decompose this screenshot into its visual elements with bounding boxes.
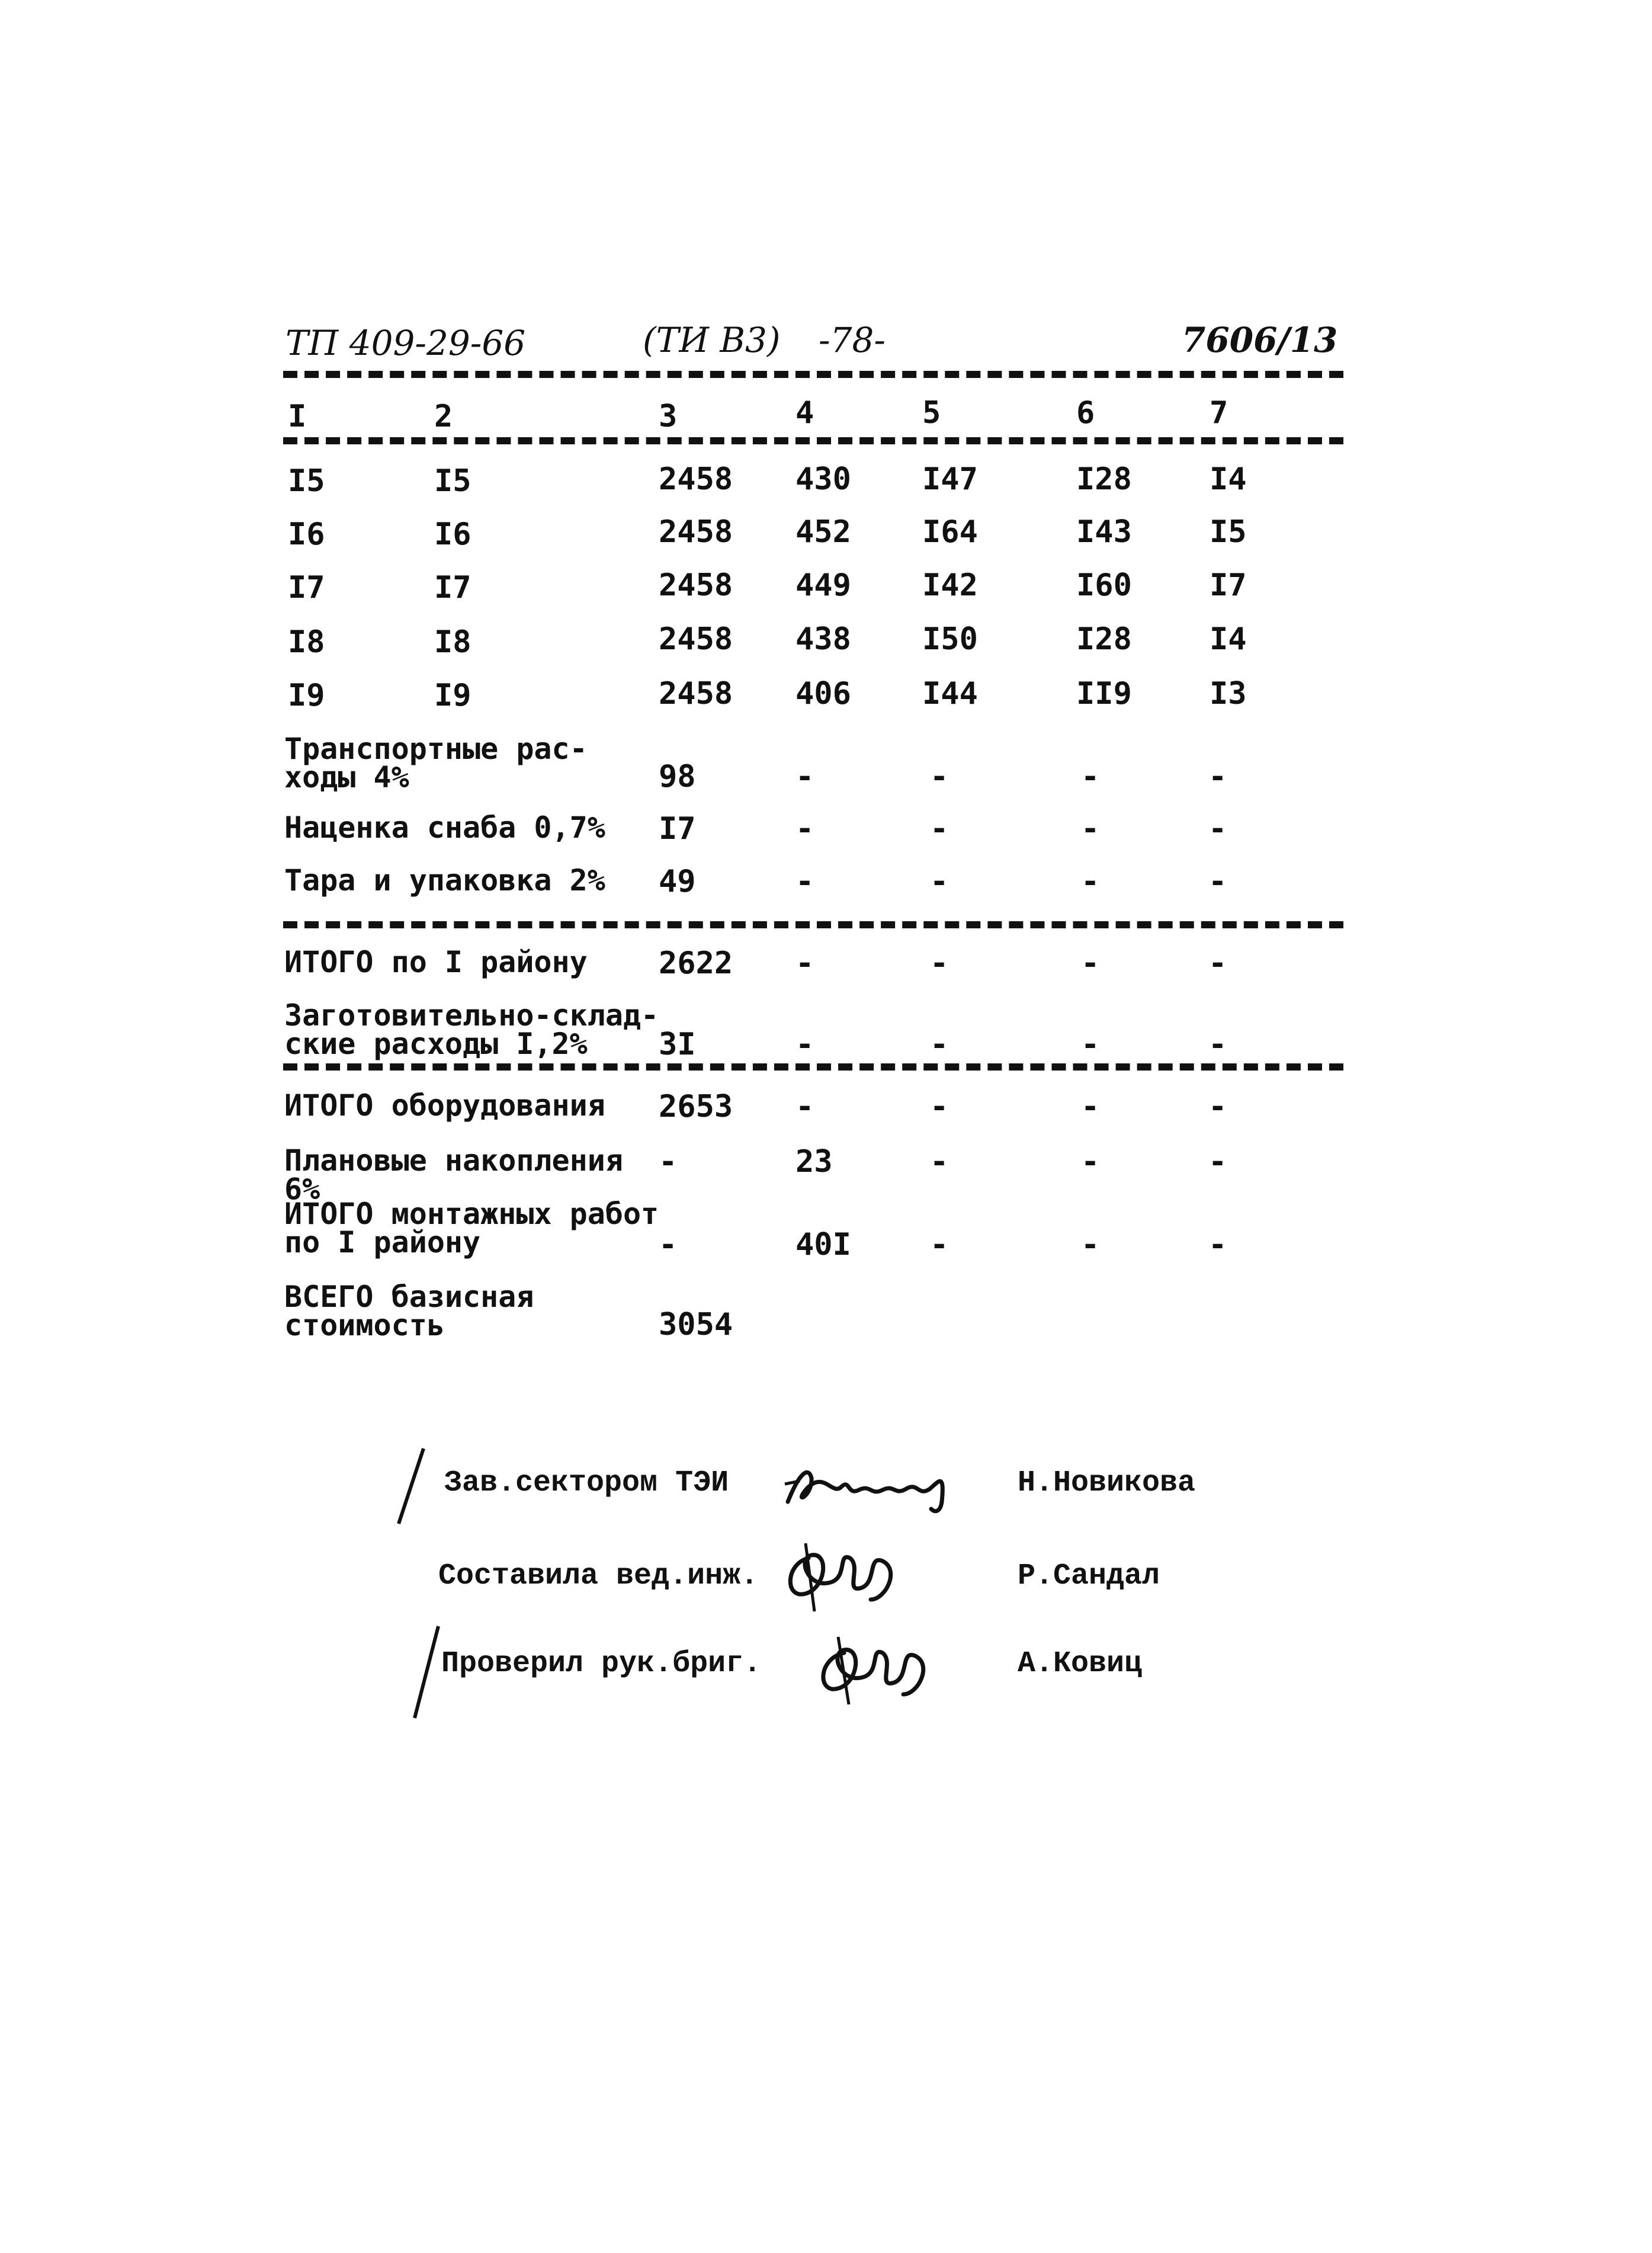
table-cell: I5 bbox=[288, 463, 325, 499]
handwritten-signature-3 bbox=[803, 1626, 951, 1709]
project-code: ТП 409-29-66 bbox=[286, 323, 526, 363]
summary-value: - bbox=[795, 864, 814, 899]
summary-value: 98 bbox=[659, 759, 696, 794]
table-cell: I28 bbox=[1076, 621, 1132, 657]
summary-value: - bbox=[1081, 1027, 1100, 1062]
table-cell: I9 bbox=[434, 678, 471, 713]
summary-label: ИТОГО оборудования bbox=[284, 1088, 605, 1123]
header-divider bbox=[283, 371, 1343, 378]
signature-role: Составила вед.инж. bbox=[438, 1559, 759, 1593]
margin-slash-mark bbox=[394, 1446, 429, 1528]
table-cell: I47 bbox=[922, 462, 978, 497]
summary-label: ИТОГО монтажных работ по I району bbox=[284, 1197, 659, 1259]
summary-value: 2622 bbox=[659, 946, 733, 981]
summary-label: Тара и упаковка 2% bbox=[284, 863, 605, 898]
summary-value: - bbox=[1208, 811, 1227, 847]
summary-value: - bbox=[659, 1227, 678, 1262]
summary-value: 49 bbox=[659, 864, 696, 899]
column-header: 7 bbox=[1210, 395, 1228, 431]
table-cell: I7 bbox=[1210, 568, 1247, 603]
table-cell: I5 bbox=[1210, 514, 1247, 550]
summary-value: 23 bbox=[795, 1144, 833, 1180]
summary-value: - bbox=[1081, 1144, 1100, 1180]
column-header: 3 bbox=[659, 399, 678, 434]
summary-label: ВСЕГО базисная стоимость bbox=[284, 1280, 534, 1342]
summary-value: - bbox=[1081, 864, 1100, 899]
table-cell: 2458 bbox=[659, 676, 733, 712]
summary-value: - bbox=[795, 811, 814, 847]
summary-value: - bbox=[930, 811, 949, 847]
table-cell: I9 bbox=[288, 678, 325, 713]
table-cell: I44 bbox=[922, 676, 978, 712]
table-cell: 430 bbox=[795, 462, 851, 497]
summary-value: - bbox=[1208, 864, 1227, 899]
summary-value: - bbox=[1208, 1144, 1227, 1180]
summary-value: - bbox=[1081, 811, 1100, 847]
summary-value: - bbox=[930, 1227, 949, 1262]
summary-value: - bbox=[930, 946, 949, 981]
summary-label: ИТОГО по I району bbox=[284, 945, 588, 979]
table-cell: I4 bbox=[1210, 621, 1247, 657]
summary-value: - bbox=[930, 759, 949, 794]
summary-value: - bbox=[795, 1089, 814, 1124]
table-cell: I28 bbox=[1076, 462, 1132, 497]
columns-divider bbox=[283, 437, 1343, 444]
summary-value: - bbox=[1081, 1227, 1100, 1262]
summary-label: Заготовительно-склад- ские расходы I,2% bbox=[284, 998, 659, 1061]
summary-value: - bbox=[1208, 1089, 1227, 1124]
table-cell: I64 bbox=[922, 514, 978, 550]
handwritten-signature-2 bbox=[773, 1534, 921, 1617]
table-cell: 438 bbox=[795, 621, 851, 657]
table-cell: I42 bbox=[922, 568, 978, 603]
table-cell: I8 bbox=[434, 624, 471, 660]
table-cell: I7 bbox=[288, 570, 325, 605]
summary-value: 2653 bbox=[659, 1089, 733, 1124]
summary-value: - bbox=[1208, 1227, 1227, 1262]
table-cell: I4 bbox=[1210, 462, 1247, 497]
summary-value: 3054 bbox=[659, 1307, 733, 1342]
column-header: 2 bbox=[434, 399, 453, 434]
table-cell: 406 bbox=[795, 676, 851, 712]
table-cell: I50 bbox=[922, 621, 978, 657]
signature-role: Зав.сектором ТЭИ bbox=[444, 1466, 729, 1500]
table-cell: I7 bbox=[434, 570, 471, 605]
summary-value: - bbox=[795, 1027, 814, 1062]
table-cell: I43 bbox=[1076, 514, 1132, 550]
column-header: 5 bbox=[922, 395, 941, 431]
column-header: I bbox=[288, 399, 307, 434]
equipment-divider bbox=[283, 1063, 1343, 1071]
summary-value: - bbox=[930, 1089, 949, 1124]
table-cell: 2458 bbox=[659, 621, 733, 657]
summary-value: - bbox=[1081, 946, 1100, 981]
table-cell: 452 bbox=[795, 514, 851, 550]
signatory-name: Н.Новикова bbox=[1018, 1466, 1196, 1500]
table-cell: I60 bbox=[1076, 568, 1132, 603]
signatory-name: А.Ковиц bbox=[1018, 1647, 1143, 1681]
table-cell: I8 bbox=[288, 624, 325, 660]
table-cell: I6 bbox=[434, 517, 471, 552]
table-cell: 2458 bbox=[659, 568, 733, 603]
summary-label: Плановые накопления 6% bbox=[284, 1143, 623, 1206]
summary-value: 40I bbox=[795, 1227, 851, 1262]
table-cell: I5 bbox=[434, 463, 471, 499]
summary-value: I7 bbox=[659, 811, 696, 847]
page-number: -78- bbox=[819, 320, 886, 360]
table-cell: 449 bbox=[795, 568, 851, 603]
summary-value: - bbox=[795, 759, 814, 794]
summary-value: - bbox=[1208, 759, 1227, 794]
table-cell: 2458 bbox=[659, 514, 733, 550]
margin-slash-mark bbox=[410, 1623, 445, 1724]
summary-label: Транспортные рас- ходы 4% bbox=[284, 732, 588, 794]
summary-value: - bbox=[930, 1027, 949, 1062]
subtotal-divider bbox=[283, 921, 1343, 928]
summary-label: Наценка снаба 0,7% bbox=[284, 810, 605, 845]
table-cell: I3 bbox=[1210, 676, 1247, 712]
summary-value: - bbox=[1208, 946, 1227, 981]
summary-value: 3I bbox=[659, 1027, 696, 1062]
summary-value: - bbox=[930, 864, 949, 899]
sheet-number: 7606/13 bbox=[1182, 320, 1338, 360]
summary-value: - bbox=[1208, 1027, 1227, 1062]
table-cell: 2458 bbox=[659, 462, 733, 497]
summary-value: - bbox=[1081, 759, 1100, 794]
column-header: 6 bbox=[1076, 395, 1095, 431]
summary-value: - bbox=[930, 1144, 949, 1180]
summary-value: - bbox=[795, 946, 814, 981]
handwritten-signature-1 bbox=[776, 1454, 954, 1520]
table-cell: II9 bbox=[1076, 676, 1132, 712]
signatory-name: Р.Сандал bbox=[1018, 1559, 1160, 1593]
column-header: 4 bbox=[795, 395, 814, 431]
album-code: (ТИ В3) bbox=[643, 320, 781, 360]
table-cell: I6 bbox=[288, 517, 325, 552]
summary-value: - bbox=[659, 1144, 678, 1180]
summary-value: - bbox=[1081, 1089, 1100, 1124]
signature-role: Проверил рук.бриг. bbox=[441, 1647, 762, 1681]
